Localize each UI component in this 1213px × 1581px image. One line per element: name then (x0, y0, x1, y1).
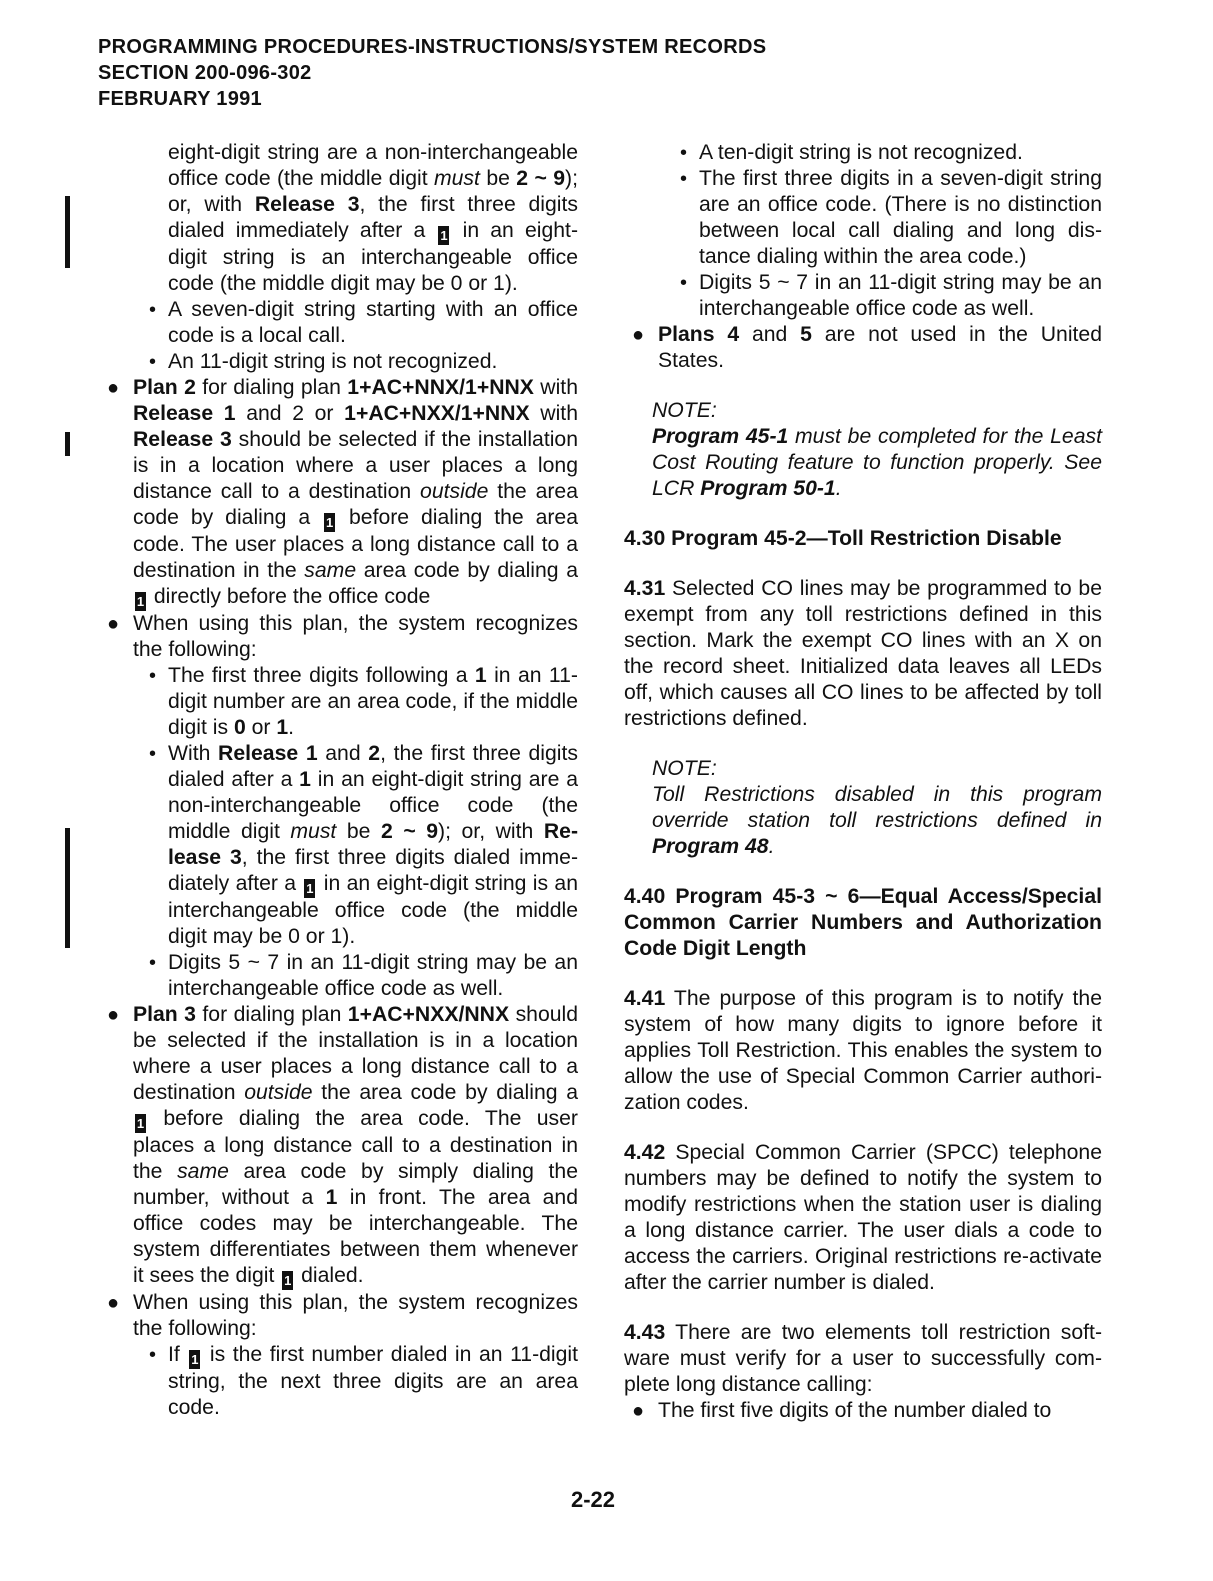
left-column (98, 140, 578, 1421)
list-item: ● Plans 4 and 5 are not used in the United States. (632, 323, 1102, 372)
paragraph: 4.43 There are two elements toll restriction software must verify for a user to successfully complete long distance calling: (624, 1321, 1102, 1396)
list-item: • Digits 5 ~ 7 in an 11-digit string may be an interchangeable office code as well. (149, 951, 578, 1000)
digit-one-key-icon: 1 (191, 1352, 199, 1367)
list-item: ● Plan 3 for dialing plan 1+AC+NXX/NNX should be selected if the installation is in a location where a user places a long distance call to a destination outside the area code by dialing a 1 before dialing the area code. The user places a long distance call to a destination in the same area code by simply dialing the number, without a 1 in front. The area and office codes may be interchangeable. The system differentiates between them whenever it sees the digit 1 dialed. (107, 1003, 579, 1288)
page-number: 2-22 (571, 1487, 616, 1512)
list-item: ● The first five digits of the number dialed to (632, 1399, 1052, 1422)
digit-one-key-icon: 1 (284, 1273, 292, 1288)
digit-one-key-icon: 1 (306, 881, 314, 896)
digit-one-key-icon: 1 (136, 1116, 145, 1131)
paragraph: 4.41 The purpose of this program is to notify the system of how many digits to ignore before it applies Toll Restriction. This enables the system to allow the use of Special Common Carrier authorization codes. (624, 987, 1102, 1114)
paragraph: 4.42 Special Common Carrier (SPCC) telephone numbers may be defined to notify the system to modify restrictions when the station user is dialing a long distance carrier. The user dials a code to access the carriers. Original restrictions re-activate after the carrier number is dialed. (624, 1141, 1102, 1294)
list-item: • If 1 is the first number dialed in an 11-digit string, the next three digits are an area code. (149, 1343, 578, 1419)
list-item: • Digits 5 ~ 7 in an 11-digit string may be an interchangeable office code as well. (680, 271, 1102, 320)
note-label: NOTE: (652, 757, 717, 780)
paragraph: 4.31 Selected CO lines may be programmed to be exempt from any toll restrictions defined in this section. Mark the exempt CO lines with an X on the record sheet. Initialized data leaves all LEDs off, which causes all CO lines to be affected by toll restrictions defined. (624, 577, 1102, 730)
header-section: SECTION 200-096-302 (98, 62, 312, 84)
section-heading: 4.30 Program 45-2—Toll Restriction Disable (624, 527, 1062, 550)
list-item: • The first three digits in a seven-digit string are an office code. (There is no distinction between local call dialing and long distance dialing within the area code.) (680, 167, 1102, 268)
note-block: NOTE: Toll Restrictions disabled in this program override station toll restrictions defined in Program 48. (652, 757, 1102, 858)
section-heading: 4.40 Program 45-3 ~ 6—Equal Access/Special Common Carrier Numbers and Authorization Code Digit Length (624, 885, 1102, 960)
revision-bar (65, 828, 70, 948)
header-title: PROGRAMMING PROCEDURES-INSTRUCTIONS/SYSTEM RECORDS (98, 36, 767, 58)
list-item: • With Release 1 and 2, the first three digits dialed after a 1 in an eight-digit string are a non-interchangeable office code (the middle digit must be 2 ~ 9); or, with Release 3, the first three digits dialed immediately after a 1 in an eight-digit string is an interchangeable office code (the middle digit may be 0 or 1). (149, 742, 579, 948)
note-block: NOTE: Program 45-1 must be completed for the Least Cost Routing feature to function properly. See LCR Program 50-1. (652, 399, 1102, 500)
list-item: • An 11-digit string is not recognized. (149, 350, 498, 373)
list-item: ● Plan 2 for dialing plan 1+AC+NNX/1+NNX with Release 1 and 2 or 1+AC+NXX/1+NNX with Release 3 should be selected if the installation is in a location where a user places a long distance call to a destination outside the area code by dialing a 1 before dialing the area code. The user places a long distance call to a destination in the same area code by dialing a 1 directly before the office code (107, 376, 578, 609)
digit-one-key-icon: 1 (325, 515, 334, 530)
header-date: FEBRUARY 1991 (98, 88, 262, 110)
paragraph: eight-digit string are a non-interchangeable office code (the middle digit must be 2 ~ 9); or, with Release 3, the first three digits dialed immediately after a 1 in an eight-digit string is an interchangeable office code (the middle digit may be 0 or 1). (168, 141, 578, 295)
note-label: NOTE: (652, 399, 717, 422)
list-item: • A seven-digit string starting with an office code is a local call. (149, 298, 578, 347)
list-item: ● When using this plan, the system recognizes the following: (107, 1291, 578, 1340)
right-column (624, 140, 1102, 1424)
revision-bar (65, 432, 70, 456)
digit-one-key-icon: 1 (136, 594, 145, 609)
digit-one-key-icon: 1 (440, 228, 448, 243)
list-item: ● When using this plan, the system recognizes the following: (107, 612, 578, 661)
list-item: • A ten-digit string is not recognized. (680, 141, 1023, 164)
list-item: • The first three digits following a 1 in an 11-digit number are an area code, if the middle digit is 0 or 1. (149, 664, 578, 739)
revision-bar (65, 196, 70, 268)
page-header (98, 34, 766, 112)
